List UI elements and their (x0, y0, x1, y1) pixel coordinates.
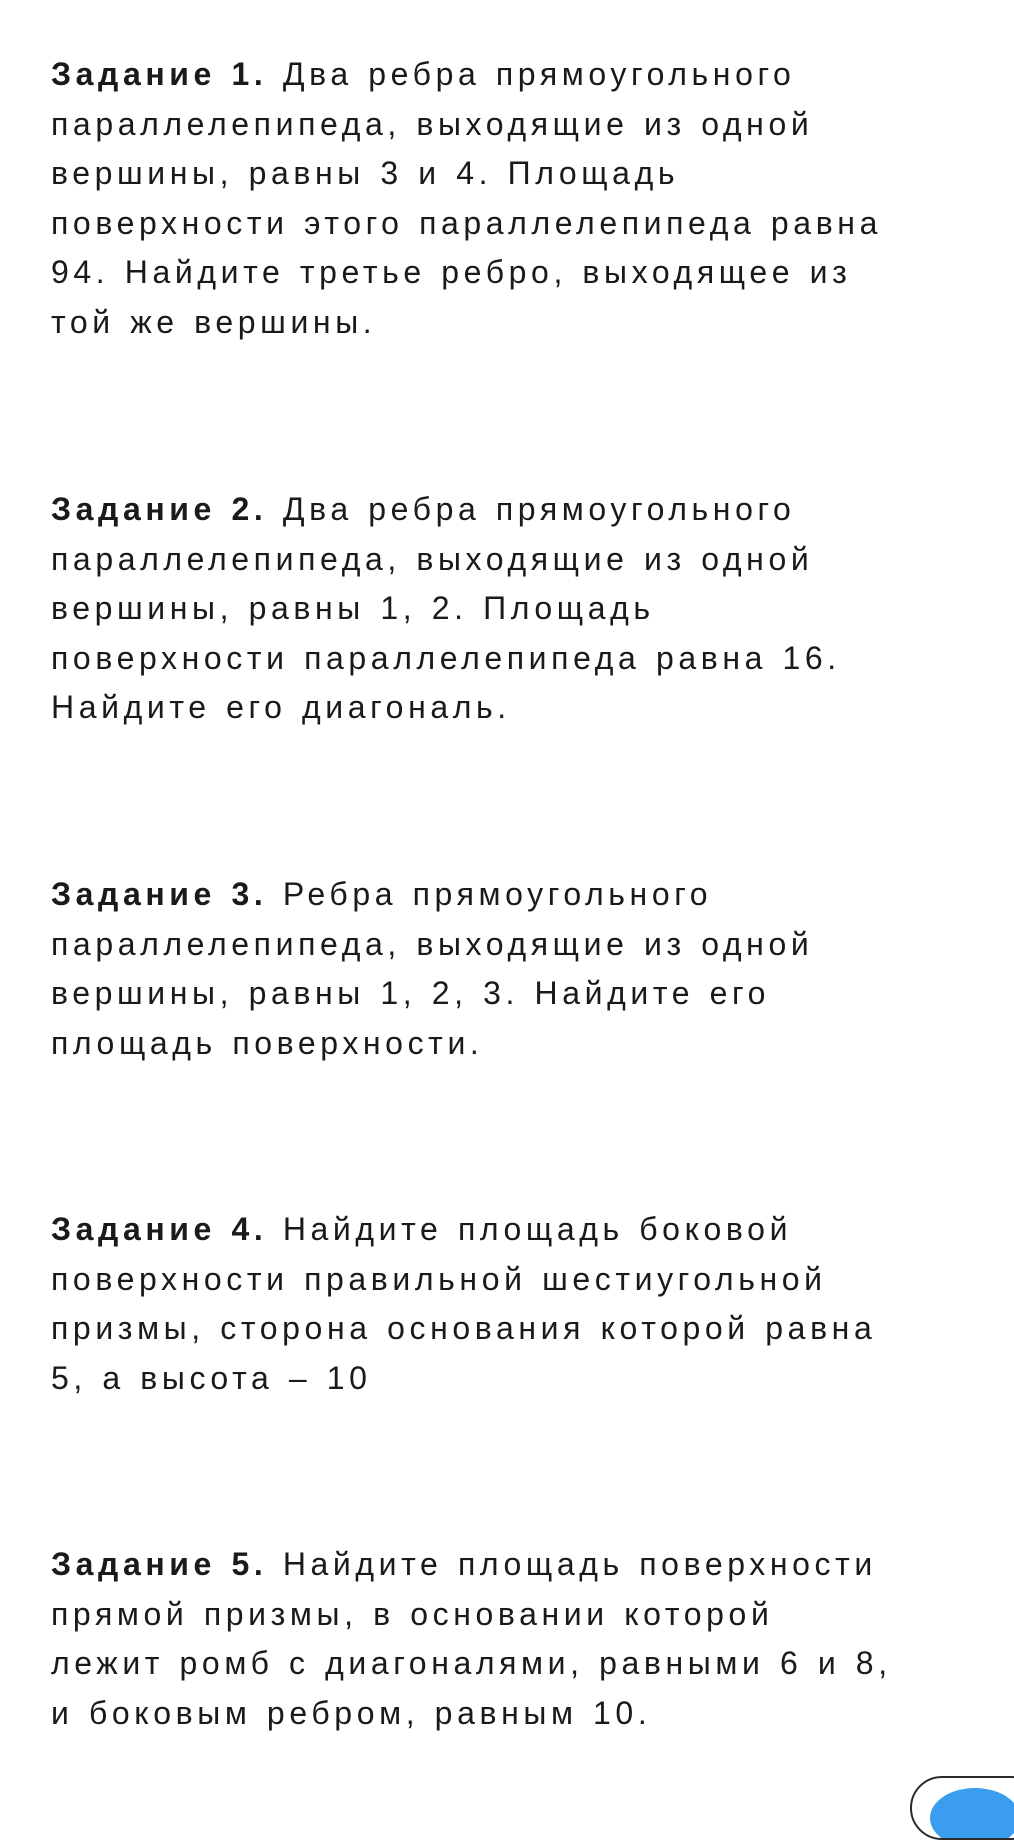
task-label: Задание 3. (51, 876, 268, 912)
task-line (51, 1540, 951, 1590)
floating-action-button[interactable] (910, 1776, 1014, 1840)
task-4 (51, 1205, 951, 1403)
task-text: Два ребра прямоугольного (282, 491, 796, 527)
task-label: Задание 4. (51, 1211, 268, 1247)
task-text: Два ребра прямоугольного (282, 56, 796, 92)
task-label: Задание 2. (51, 491, 268, 527)
task-text: параллелепипеда, выходящие из одной (51, 925, 814, 962)
task-text: и боковым ребром, равным 10. (51, 1694, 652, 1731)
task-line (51, 50, 951, 100)
task-text: той же вершины. (51, 303, 377, 340)
task-text: поверхности этого параллелепипеда равна (51, 204, 882, 241)
task-text: вершины, равны 3 и 4. Площадь (51, 155, 680, 191)
fab-icon (930, 1788, 1014, 1840)
task-text: 5, а высота – 10 (51, 1359, 372, 1396)
task-line (51, 1205, 951, 1255)
task-text: лежит ромб с диагоналями, равными 6 и 8, (51, 1645, 892, 1681)
task-text: призмы, сторона основания которой равна (51, 1310, 877, 1346)
task-text: Найдите площадь боковой (282, 1211, 793, 1247)
task-text: параллелепипеда, выходящие из одной (51, 105, 814, 142)
task-text: вершины, равны 1, 2, 3. Найдите его (51, 975, 770, 1011)
task-text: Найдите его диагональ. (51, 689, 511, 725)
task-2 (51, 485, 951, 733)
task-text: 94. Найдите третье ребро, выходящее из (51, 254, 852, 290)
task-text: параллелепипеда, выходящие из одной (51, 540, 814, 577)
task-text: Найдите площадь поверхности (282, 1546, 877, 1582)
task-3 (51, 870, 951, 1068)
task-text: вершины, равны 1, 2. Площадь (51, 590, 655, 626)
task-label: Задание 5. (51, 1546, 268, 1582)
task-text: поверхности правильной шестиугольной (51, 1260, 827, 1297)
task-text: прямой призмы, в основании которой (51, 1595, 774, 1632)
task-label: Задание 1. (51, 56, 268, 92)
task-text: Ребра прямоугольного (282, 876, 713, 912)
task-line (51, 870, 951, 920)
task-1 (51, 50, 951, 347)
task-5 (51, 1540, 951, 1738)
task-line (51, 485, 951, 535)
task-text: поверхности параллелепипеда равна 16. (51, 639, 841, 676)
task-text: площадь поверхности. (51, 1024, 484, 1061)
